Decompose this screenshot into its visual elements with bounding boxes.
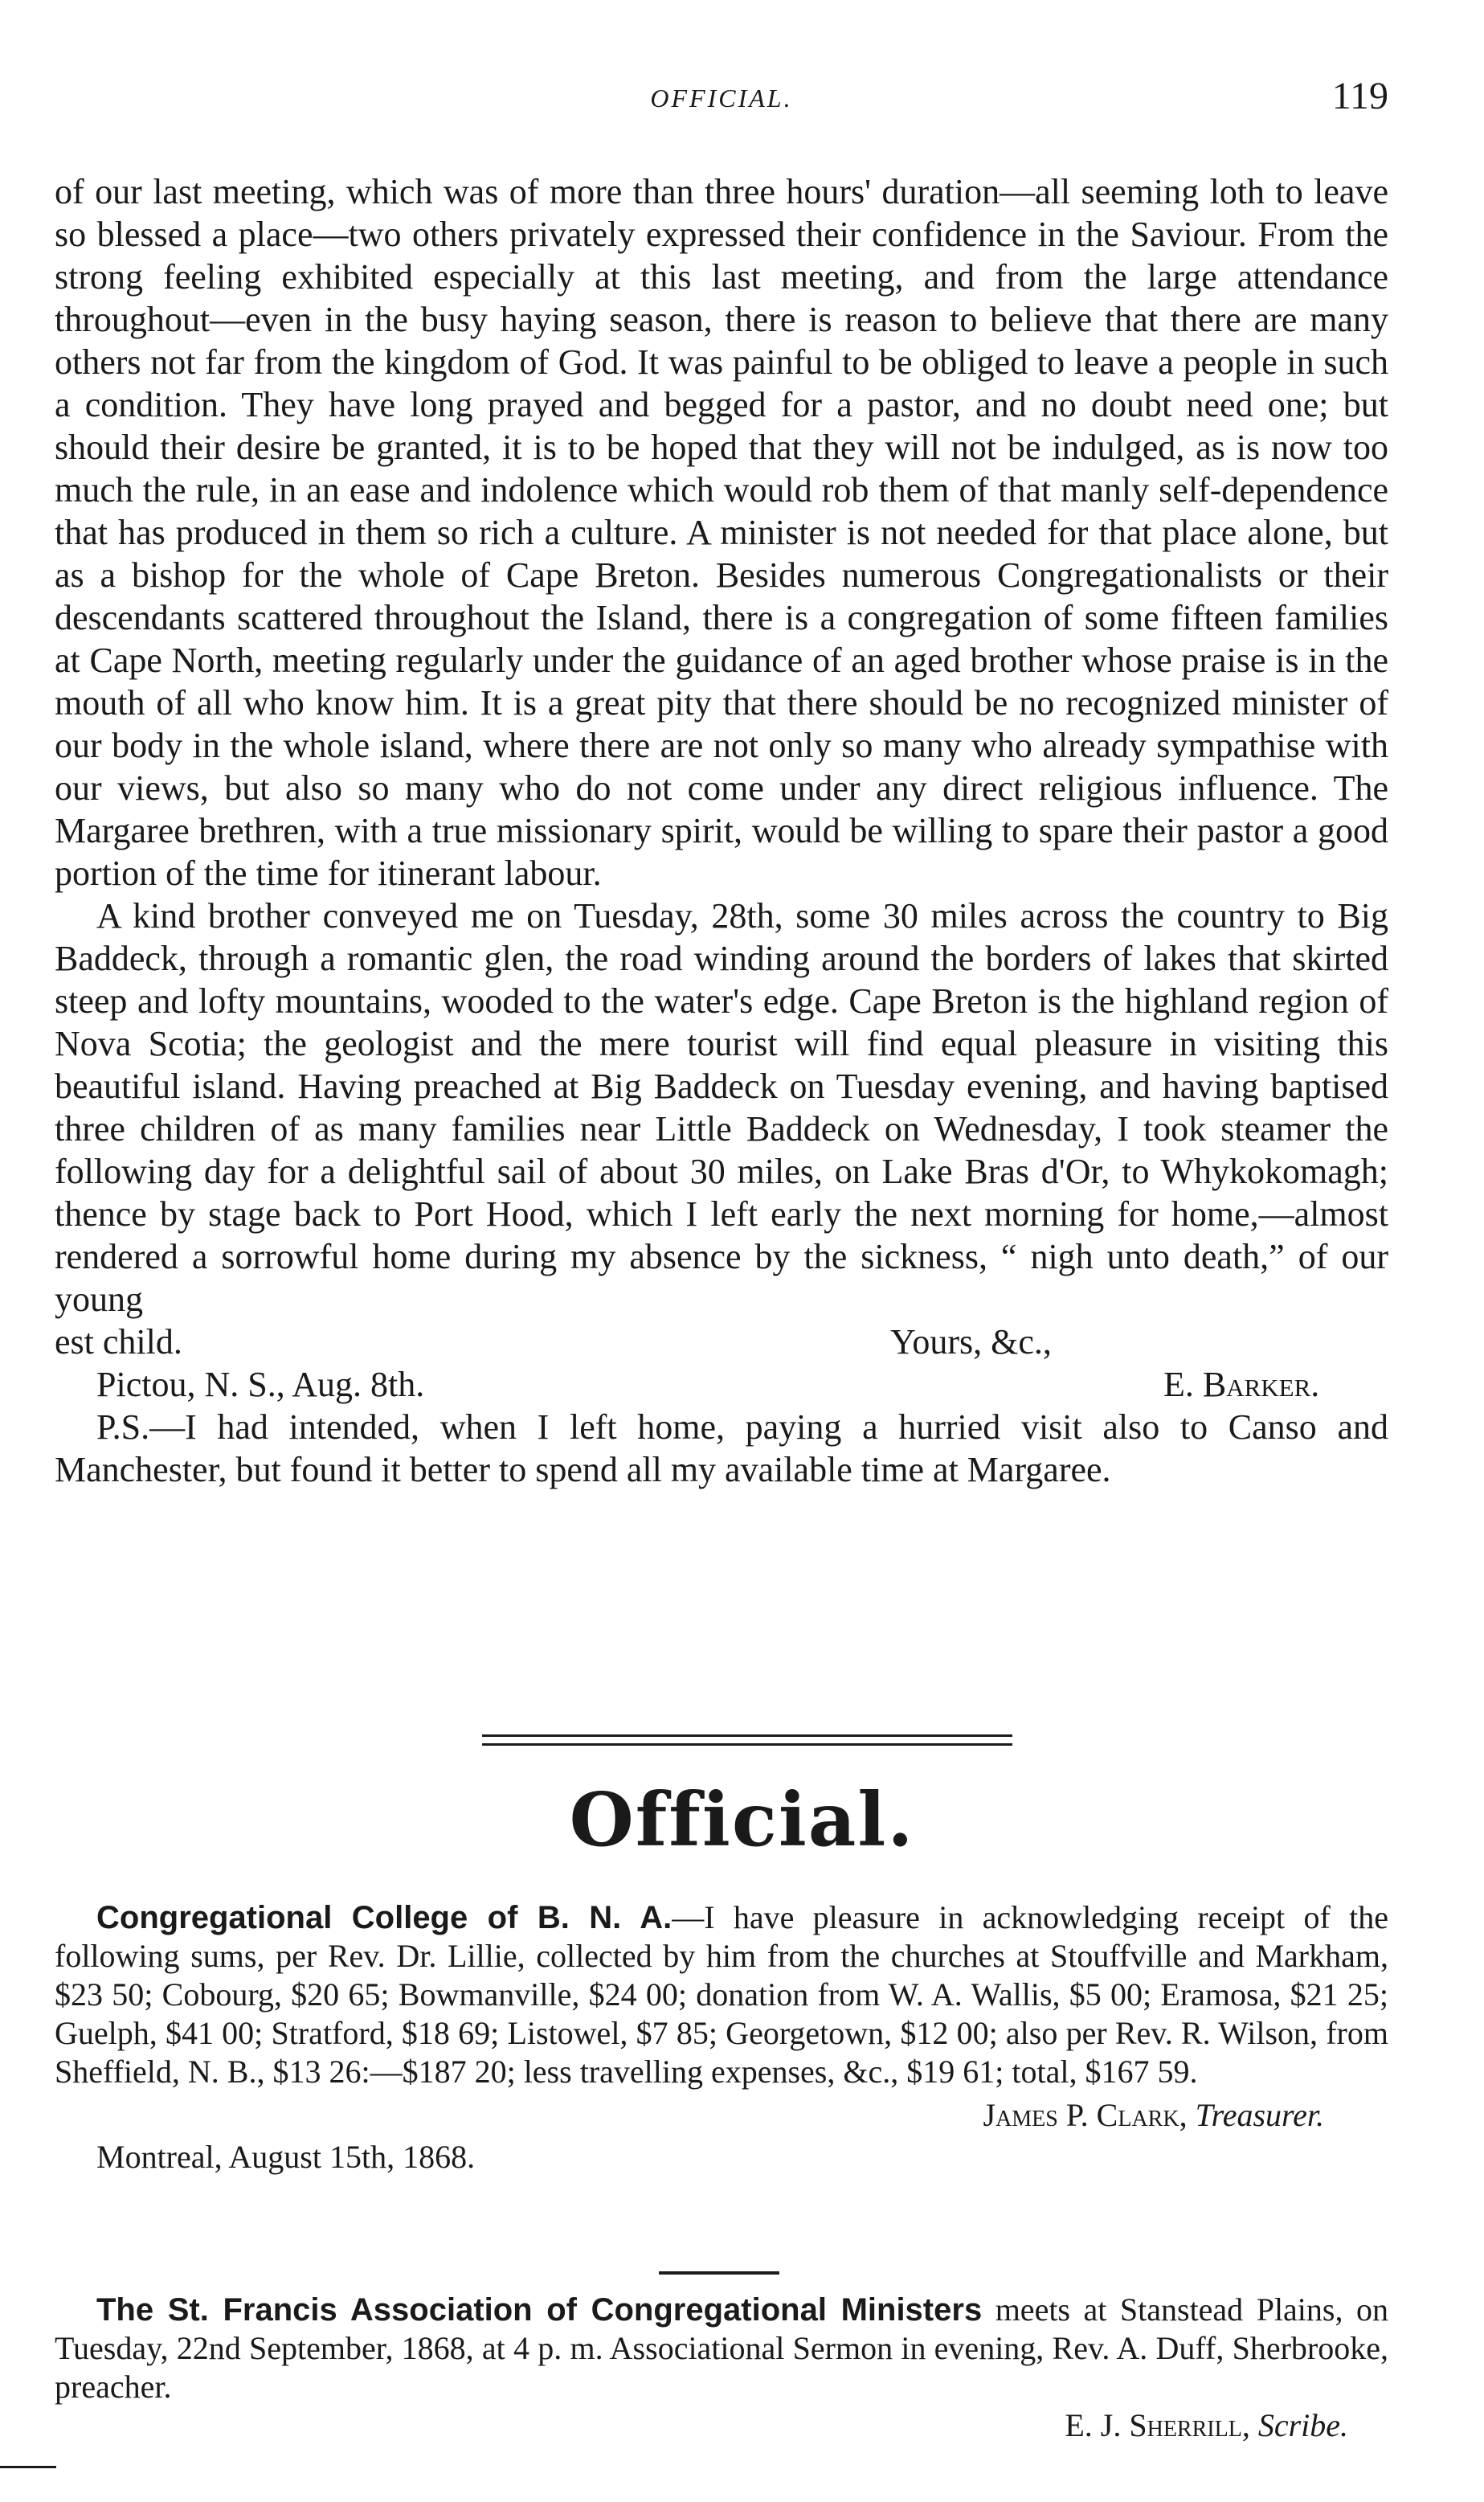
letter-paragraph: of our last meeting, which was of more than three hours' duration—all seeming loth to leave so blessed a place—two others privately expressed their confidence in the Saviour. From the strong feeling exhibited especially at this last meeting, and from the large attendance throughout—even in the busy haying season, there is reason to believe that there are many others not far from the kingdom of God. It was painful to be obliged to leave a people in such a condition. They have long prayed and begged for a pastor, and no doubt need one; but should their desire be granted, it is to be hoped that they will not be indulged, as is now too much the rule, in an ease and indolence which would rob them of that manly self-dependence that has produced in them so rich a culture. A minister is not needed for that place alone, but as a bishop for the whole of Cape Breton. Besides numerous Congregationalists or their descendants scattered throughout the Island, there is a congregation of some fifteen families at Cape North, meeting regularly under the guidance of an aged brother whose praise is in the mouth of all who know him. It is a great pity that there should be no recognized minister of our body in the whole island, where there are not only so many who already sympathise with our views, but also so many who do not come under any direct religious influence. The Margaree brethren, with a true missionary spirit, would be willing to spare their pastor a good portion of the time for itinerant labour.	[55, 172, 1388, 893]
association-signer-name: E. J. Sherrill,	[1065, 2407, 1250, 2443]
college-notice	[55, 1898, 1388, 2176]
section-divider	[482, 1734, 1012, 1746]
page-number: 119	[1331, 75, 1388, 117]
paragraph-continuation: est child.	[55, 1322, 182, 1362]
college-notice-title: Congregational College of B. N. A.	[96, 1900, 673, 1935]
signature: E. Barker.	[1163, 1365, 1320, 1404]
margin-mark	[0, 2466, 56, 2468]
closing-row	[55, 1321, 1388, 1363]
college-signature	[55, 2096, 1388, 2135]
college-notice-text: —I have pleasure in acknowledging receipt of the following sums, per Rev. Dr. Lillie, collected by him from the churches at Stouffville and Markham, $23 50; Cobourg, $20 65; Bowmanville, $24 00; donation from W. A. Wallis, $5 00; Eramosa, $21 25; Guelph, $41 00; Stratford, $18 69; Listowel, $7 85; Georgetown, $12 00; also per Rev. R. Wilson, from Sheffield, N. B., $13 26:—$187 20; less travelling expenses, &c., $19 61; total, $167 59.	[55, 1899, 1388, 2090]
letter-body	[55, 170, 1388, 1491]
association-notice-title: The St. Francis Association of Congregational Ministers	[96, 2292, 983, 2328]
section-heading: Official.	[569, 1776, 915, 1863]
closing-salutation: Yours, &c.,	[890, 1322, 1052, 1362]
association-notice	[55, 2291, 1388, 2445]
association-notice-text: meets at Stanstead Plains, on Tuesday, 22nd September, 1868, at 4 p. m. Associational Sermon in evening, Rev. A. Duff, Sherbrooke, preacher.	[55, 2291, 1388, 2405]
notice-divider	[659, 2271, 779, 2275]
signature-row	[55, 1363, 1388, 1406]
letter-paragraph: A kind brother conveyed me on Tuesday, 28th, some 30 miles across the country to Big Baddeck, through a romantic glen, the road winding around the borders of lakes that skirted steep and lofty mountains, wooded to the water's edge. Cape Breton is the highland region of Nova Scotia; the geologist and the mere tourist will find equal pleasure in visiting this beautiful island. Having preached at Big Baddeck on Tuesday evening, and having baptised three children of as many families near Little Baddeck on Wednesday, I took steamer the following day for a delightful sail of about 30 miles, on Lake Bras d'Or, to Whykokomagh; thence by stage back to Port Hood, which I left early the next morning for home,—almost rendered a sorrowful home during my absence by the sickness, “ nigh unto death,” of our young	[55, 896, 1388, 1319]
running-head	[55, 74, 1388, 122]
association-signature	[55, 2406, 1388, 2445]
association-signer-role: Scribe.	[1257, 2407, 1348, 2443]
association-notice-paragraph	[55, 2291, 1388, 2406]
college-signer-name: James P. Clark,	[983, 2097, 1188, 2133]
college-signer-role: Treasurer.	[1195, 2097, 1324, 2133]
college-notice-paragraph	[55, 1898, 1388, 2091]
postscript: P.S.—I had intended, when I left home, paying a hurried visit also to Canso and Manchester, but found it better to spend all my available time at Margaree.	[55, 1407, 1388, 1489]
place-date: Pictou, N. S., Aug. 8th.	[96, 1365, 425, 1404]
college-place-date: Montreal, August 15th, 1868.	[96, 2139, 476, 2175]
running-title: OFFICIAL.	[650, 84, 793, 113]
